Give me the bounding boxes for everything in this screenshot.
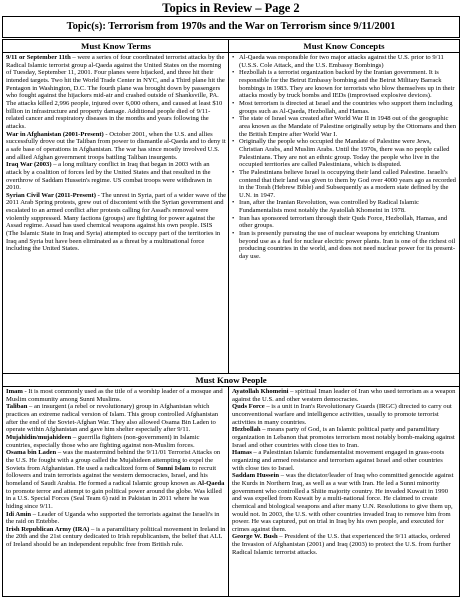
- person-entry: [232, 388, 456, 403]
- person-name: Saddam Hussein: [232, 472, 280, 480]
- inline-term: Al-Qaeda: [197, 479, 225, 487]
- term-definition: - October 2001, when the U.S. and allies successfully drove out the Taliban from power to dismantle al-Qaeda and to deny it a safe base of operations in Afghanistan. The war has since mostly involved U.S. and allied Afghan government troops battling Taliban insurgents.: [6, 130, 226, 161]
- people-right-list: [232, 388, 456, 596]
- term-entry: [6, 192, 226, 253]
- concept-item: • Originally the people who occupied the Mandate of Palestine were Jews, Christian Arabs, and Muslim Arabs. Until the 1970s, there was no people called Palestinians. They are not an ethnic group. Today the people who live in the occupied territories are called Palestinians, which is disputed.: [232, 138, 456, 169]
- person-description: – is a unit in Iran's Revolutionary Guards (IRGC) directed to carry out unconventional warfare and intelligence activities, usually to promote terrorist activities in many countries.: [232, 403, 452, 426]
- concept-item: • Iran is presently pursuing the use of nuclear weapons by enriching Uranium beyond use as a fuel for nuclear electric power plants. Iran is one of the richest oil producing countries in the world, and does not need nuclear power for its present-day use.: [232, 230, 456, 261]
- column-divider: [228, 40, 229, 374]
- person-entry: [6, 388, 226, 403]
- term-definition: - The unrest in Syria, part of a wider wave of the 2011 Arab Spring protests, grew out of discontent with the Syrian government and escalated to an armed conflict after protests calling for Assad's removal were violently suppressed. Many factions (groups) are fighting for power against the Assad regime. Assad has used chemical weapons against his own people. ISIS (The Islamic State in Iraq and Syria) attempted to occupy part of the territories in Iraq and Syria but have been eliminated as a threat by a multinational force including the United States.: [6, 191, 226, 253]
- term-definition: – a long military conflict in Iraq that began in 2003 with an attack by a coalition of forces led by the United States and that resulted in the overthrow of Saddam Hussein's regime. US combat troops were withdrawn in 2010.: [6, 161, 212, 192]
- person-description: – was the mastermind behind the 9/11/01 Terrorist Attacks on the U.S. He fought with a group called the Mujahideen attempting to expel the Soviets from Afghanistan. He used a radicalized form of: [6, 449, 221, 472]
- topic-banner: Topic(s): Terrorism from 1970s and the War on Terrorism since 9/11/2001: [2, 16, 460, 38]
- term-entry: [6, 131, 226, 162]
- person-entry: [232, 449, 456, 472]
- term-entry: [6, 54, 226, 131]
- person-description: – an insurgent (a rebel or revolutionary) group in Afghanistan which practices an extreme radical version of Islam. This group controlled Afghanistan after the end of the Soviet-Afghan War. They also allowed Osama Bin Laden to operate within Afghanistan and gave him shelter especially after 9/11.: [6, 403, 219, 434]
- person-description: - It is most commonly used as the title of a worship leader of a mosque and Muslim community among Sunni Muslims.: [6, 388, 223, 403]
- concept-item: • Iran, after the Iranian Revolution, was controlled by Radical Islamic Fundamentalists most notably the Ayatollah Khomeini in 1978.: [232, 199, 456, 214]
- term-name: Iraq War (2003): [6, 161, 52, 169]
- person-name: Imam: [6, 388, 23, 395]
- person-description: – was the dictator/leader of Iraq who committed genocide against the Kurds in Northern Iraq, as well as a war with Iran. He led a Sunni minority government who controlled a Shiite majority country. He invaded Kuwait in 1990 and was expelled from Kuwait by a multi-national force. He claimed to create chemical and biological weapons and after many U.N. Resolutions to give them up, would not. In 2003, the U.S. with other countries invaded Iraq to remove him from power. He was captured, put on trial in Iraq by his own people, and executed for crimes against them.: [232, 472, 454, 533]
- concept-item: • Al-Qaeda was responsible for two major attacks against the U.S. prior to 9/11 (U.S.S. Cole Attack, and the U.S. Embassy Bombings): [232, 54, 456, 69]
- person-entry: [6, 511, 226, 526]
- person-description: – means party of God, is an Islamic political party and paramilitary organization in Lebanon that promotes terrorism most notably bomb-making against Israel and other countries with close ties to Iran.: [232, 426, 455, 449]
- concept-item: • Hezbollah is a terrorist organization backed by the Iranian government. It is responsible for the Beirut Embassy bombing and the Beirut Military Barrack bombings in 1983. They are known for terrorists who blow themselves up in their attacks mostly by truck bombs and IEDs (improvised explosive devices).: [232, 69, 456, 100]
- person-name: Taliban: [6, 403, 28, 411]
- concepts-heading: Must Know Concepts: [229, 40, 459, 53]
- person-entry: [6, 449, 226, 510]
- inline-term: Sunni Islam: [156, 464, 191, 472]
- person-entry: [6, 434, 226, 449]
- person-name: George W. Bush: [232, 533, 278, 541]
- person-name: Quds Force: [232, 403, 265, 411]
- person-entry: [232, 426, 456, 449]
- term-entry: [6, 161, 226, 192]
- concept-item: • Most terrorism is directed at Israel and the countries who support them including groups such as Al-Qaeda, Hezbollah, and Hamas.: [232, 100, 456, 115]
- person-description: – is a paramilitary political movement in Ireland in the 20th and the 21st century dedicated to Irish republicanism, the belief that ALL of Ireland should be an independent republic free from British rule.: [6, 525, 226, 549]
- person-description: to promote terror and attempt to gain political power around the globe. Was killed in a U.S. Special Forces (Seal Team 6) raid in Pakistan in 2011 where he was hiding since 9/11.: [6, 487, 222, 510]
- person-description: – President of the U.S. that experienced the 9/11 attacks, ordered the Invasion of Afghanistan (2001) and Iraq (2003) to protect the U.S. from further Radical Islamic terrorist attacks.: [232, 533, 451, 556]
- person-name: Idi Amin: [6, 510, 32, 518]
- terms-list: [6, 54, 226, 372]
- person-description: – a Palestinian Islamic fundamentalist movement engaged in grass-roots organizing and armed resistance and terrorism against Israel and other countries with close ties to Israel.: [232, 449, 445, 472]
- term-name: War in Afghanistan (2001-Present): [6, 130, 104, 138]
- person-name: Mujahidin/mujahideen: [6, 433, 72, 441]
- people-heading: Must Know People: [3, 374, 459, 387]
- page-title: Topics in Review – Page 2: [162, 1, 300, 15]
- person-name: Hezbollah: [232, 426, 261, 434]
- people-box: [2, 373, 460, 597]
- person-entry: [6, 526, 226, 549]
- person-description: – Leader of Uganda who supported the terrorists against the Israeli's in the raid on Entebbe.: [6, 510, 220, 526]
- concept-item: • Iran has sponsored terrorism through their Quds Force, Hezbollah, Hamas, and other groups.: [232, 215, 456, 230]
- person-description: – spiritual Iman leader of Iran who used terrorism as a weapon against the U.S. and other western democracies.: [232, 388, 456, 403]
- term-definition: – were a series of four coordinated terrorist attacks by the Radical Islamic terrorist group al-Qaeda against the United States on the morning of Tuesday, September 11, 2001. Four planes were hijacked, and three hit their intended targets. Two hit the World Trade Center in NYC, and a Third plane hit the Pentagon in Washington, D.C. The fourth plane was brought down by passengers who fought against the hijackers mid-air and crashed outside of Shanksville, PA. The attacks killed 2,996 people, injured over 6,000 others, and caused at least $10 billion in infrastructure and property damage. Additional people died of 9/11-related cancer and respiratory diseases in the months and years following the attacks.: [6, 54, 225, 130]
- person-entry: [232, 472, 456, 533]
- person-name: Hamas: [232, 449, 252, 457]
- person-description: – guerrilla fighters (non-government) in Islamic countries, especially those who are fighting against non-Muslim forces.: [6, 433, 200, 449]
- column-divider: [228, 386, 229, 597]
- terms-heading: Must Know Terms: [3, 40, 229, 53]
- person-description: to recruit followers and train terrorists against the western democracies, Israel, and his homeland of Saudi Arabia. He formed a radical Islamic group known as: [6, 464, 217, 487]
- person-name: Ayatollah Khomeini: [232, 388, 289, 395]
- person-entry: [232, 403, 456, 426]
- terms-concepts-box: [2, 39, 460, 374]
- people-left-list: [6, 388, 226, 596]
- person-entry: [232, 533, 456, 556]
- person-name: Irish Republican Army (IRA): [6, 525, 90, 533]
- concept-item: • The Palestinians believe Israel is occupying their land called Palestine. Israeli's contend that their land was given to them by God over 4000 years ago as recorded in the Torah (Hebrew Bible) and Subsequently as a modern state defined by the U.N. in 1947.: [232, 169, 456, 200]
- term-name: Syrian Civil War (2011-Present): [6, 191, 96, 199]
- concept-item: • The state of Israel was created after World War II in 1948 out of the geographic area known as the Mandate of Palestine originally setup by the Ottomans and then the British Empire after World War I.: [232, 115, 456, 138]
- person-entry: [6, 403, 226, 434]
- term-name: 9/11 or September 11th: [6, 54, 71, 61]
- concepts-list: [232, 54, 456, 372]
- person-name: Osama bin Laden: [6, 449, 57, 457]
